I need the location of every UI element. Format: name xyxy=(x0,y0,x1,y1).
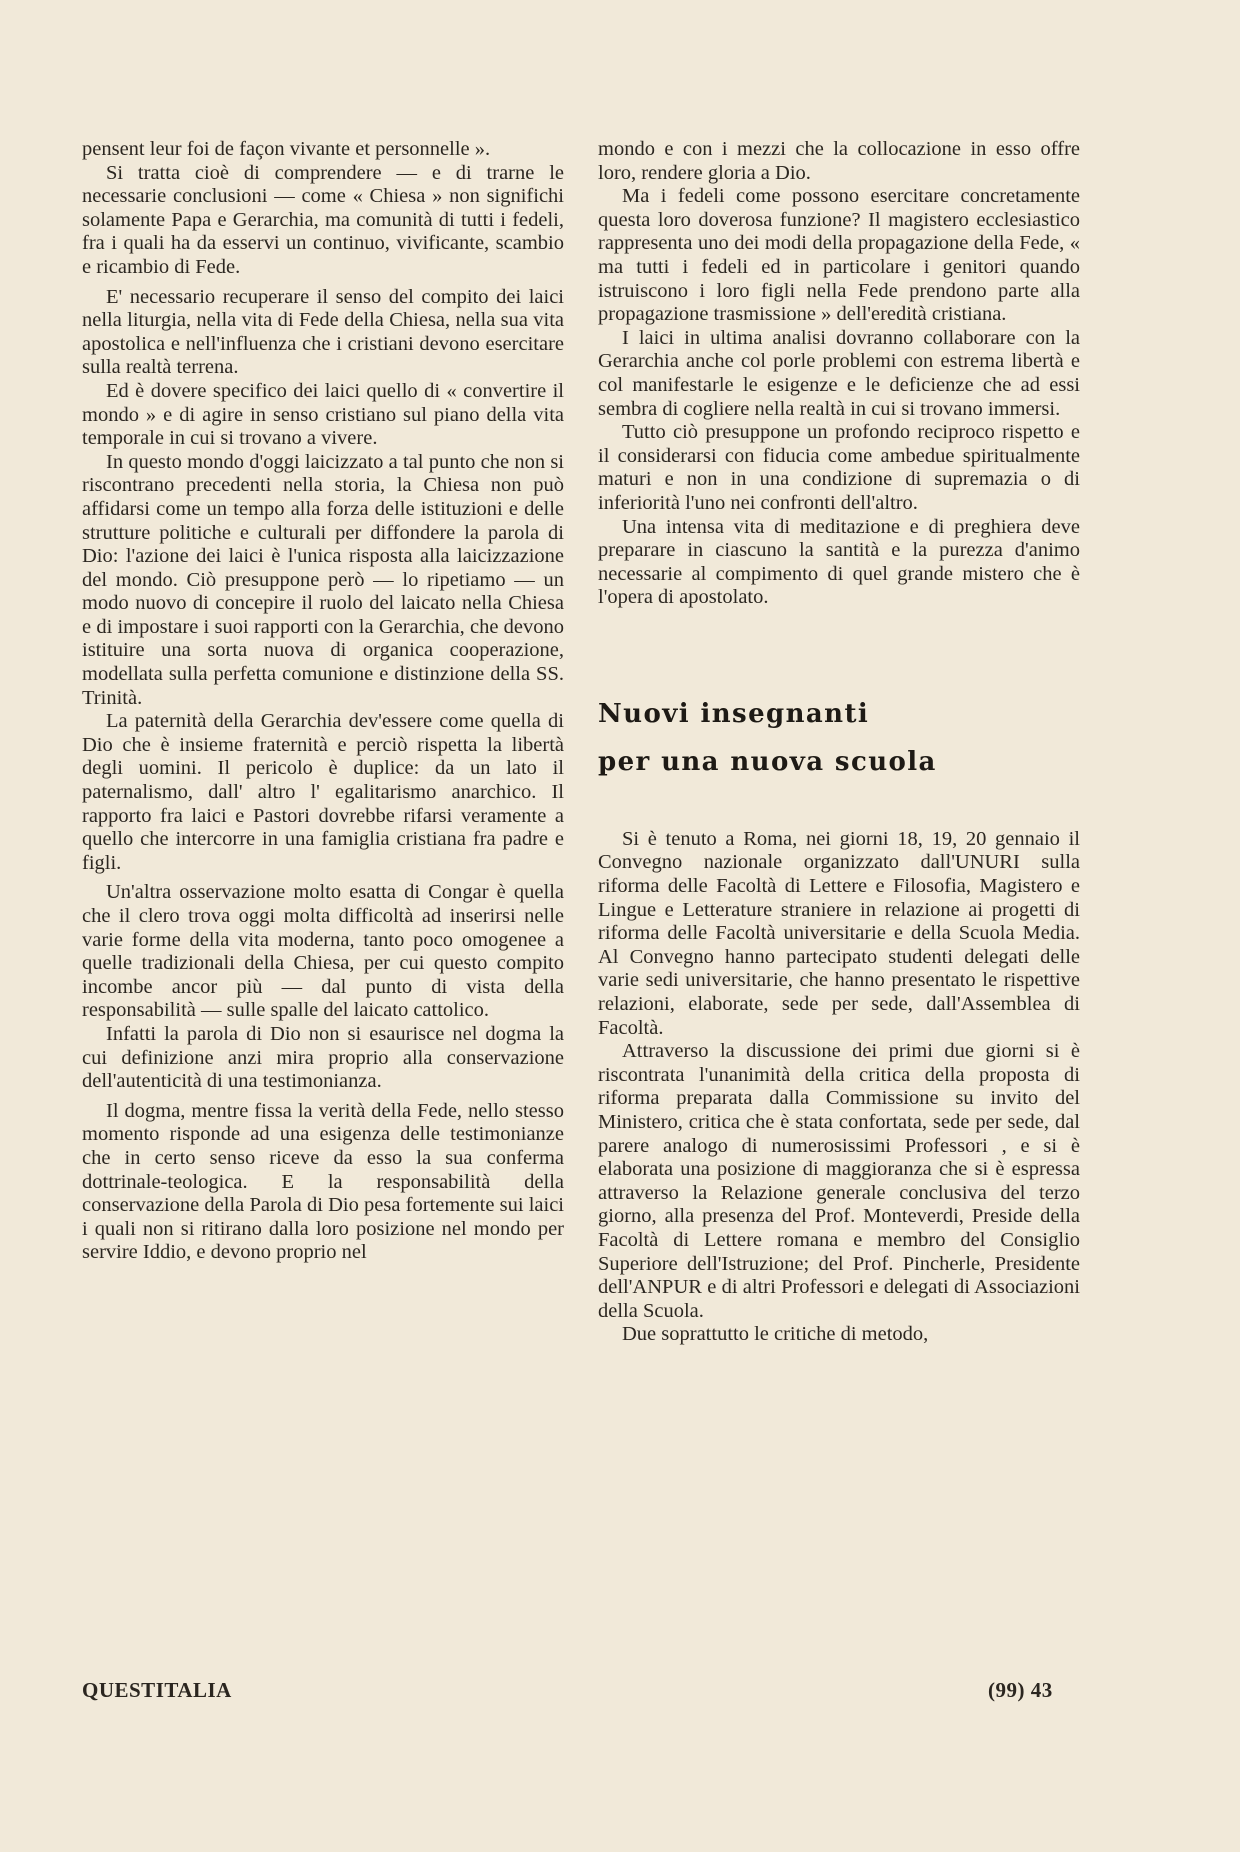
heading-line-2: per una nuova scuola xyxy=(598,746,937,777)
paragraph: Tutto ciò presuppone un profondo reciproco rispetto e il considerarsi con fiducia come ambedue spiritualmente maturi e non in una condizione di supremazia o di inferiorità l'uno nei confronti dell'altro. xyxy=(598,421,1080,514)
paragraph: La paternità della Gerarchia dev'essere come quella di Dio che è insieme fraternità e perciò rispetta la libertà degli uomini. Il pericolo è duplice: da un lato il paternalismo, dall' altro l' egalitarismo anarchico. Il rapporto fra laici e Pastori dovrebbe rifarsi veramente a quello che intercorre in una famiglia cristiana fra padre e figli. xyxy=(82,710,564,874)
paragraph: pensent leur foi de façon vivante et personnelle ». xyxy=(82,138,491,160)
paragraph: Ma i fedeli come possono esercitare concretamente questa loro doverosa funzione? Il magistero ecclesiastico rappresenta uno dei modi della propagazione della Fede, « ma tutti i fedeli ed in particolare i genitori quando istruiscono i loro figli nella Fede prendono parte alla propagazione trasmissione » dell'eredità cristiana. xyxy=(598,185,1080,326)
left-column xyxy=(82,138,564,1265)
heading-line-1: Nuovi insegnanti xyxy=(598,698,870,729)
paragraph: E' necessario recuperare il senso del compito dei laici nella liturgia, nella vita di Fede della Chiesa, nella sua vita apostolica e nell'influenza che i cristiani devono esercitare sulla realtà terrena. xyxy=(82,285,564,379)
paragraph: Il dogma, mentre fissa la verità della Fede, nello stesso momento risponde ad una esigenza delle testimonianze che in certo senso riceve da esso la sua conferma dottrinale-teologica. E la responsabilità della conservazione della Parola di Dio pesa fortemente sui laici i quali non si ritirano dalla loro posizione nel mondo per servire Iddio, e devono proprio nel xyxy=(82,1099,564,1264)
paragraph: Una intensa vita di meditazione e di preghiera deve preparare in ciascuno la santità e la purezza d'animo necessarie al compimento di quel grande mistero che è l'opera di apostolato. xyxy=(598,515,1080,609)
paragraph: Si tratta cioè di comprendere — e di trarne le necessarie conclusioni — come « Chiesa » non significhi solamente Papa e Gerarchia, ma comunità di tutti i fedeli, fra i quali ha da esservi un continuo, vivificante, scambio e ricambio di Fede. xyxy=(82,161,564,278)
paragraph: mondo e con i mezzi che la collocazione in esso offre loro, rendere gloria a Dio. xyxy=(598,138,1080,184)
paragraph: In questo mondo d'oggi laicizzato a tal punto che non si riscontrano precedenti nella storia, la Chiesa non può affidarsi come un tempo alla forza delle istituzioni e delle strutture politiche e culturali per diffondere la parola di Dio: l'azione dei laici è l'unica risposta alla laicizzazione del mondo. Ciò presuppone però — lo ripetiamo — un modo nuovo di concepire il ruolo del laicato nella Chiesa e di impostare i suoi rapporti con la Gerarchia, che devono istituire una sorta nuova di organica cooperazione, modellata sulla perfetta comunione e distinzione della SS. Trinità. xyxy=(82,450,564,709)
article-heading xyxy=(598,690,1080,786)
magazine-name: QUESTITALIA xyxy=(82,1678,232,1702)
paragraph: Due soprattutto le critiche di metodo, xyxy=(622,1323,929,1346)
paragraph: Attraverso la discussione dei primi due giorni si è riscontrata l'unanimità della critica della proposta di riforma preparata dalla Commissione su invito del Ministero, critica che è stata confortata, sede per sede, dal parere analogo di numerosissimi Professori , e si è elaborata una posizione di maggioranza che si è espressa attraverso la Relazione generale conclusiva del terzo giorno, alla presenza del Prof. Monteverdi, Preside della Facoltà di Lettere romana e membro del Consiglio Superiore dell'Istruzione; del Prof. Pincherle, Presidente dell'ANPUR e di altri Professori e delegati di Associazioni della Scuola. xyxy=(598,1040,1080,1322)
article-body xyxy=(598,828,1080,1347)
paragraph: Infatti la parola di Dio non si esaurisce nel dogma la cui definizione anzi mira proprio alla conservazione dell'autenticità di una testimonianza. xyxy=(82,1022,564,1093)
page-number: (99) 43 xyxy=(988,1678,1053,1702)
paragraph: I laici in ultima analisi dovranno collaborare con la Gerarchia anche col porle problemi con estrema libertà e col manifestarle le esigenze e le deficienze che ad essi sembra di cogliere nella realtà in cui si trovano immersi. xyxy=(598,326,1080,420)
paragraph: Un'altra osservazione molto esatta di Congar è quella che il clero trova oggi molta difficoltà ad inserirsi nelle varie forme della vita moderna, tanto poco omogenee a quelle tradizionali della Chiesa, per cui questo compito incombe ancor più — dal punto di vista della responsabilità — sulle spalle del laicato cattolico. xyxy=(82,881,564,1022)
right-column xyxy=(598,138,1080,1347)
paragraph: Ed è dovere specifico dei laici quello di « convertire il mondo » e di agire in senso cristiano sul piano della vita temporale in cui si trovano a vivere. xyxy=(82,379,564,450)
paragraph: Si è tenuto a Roma, nei giorni 18, 19, 20 gennaio il Convegno nazionale organizzato dall'UNURI sulla riforma delle Facoltà di Lettere e Filosofia, Magistero e Lingue e Letterature straniere in relazione ai progetti di riforma delle Facoltà universitarie e della Scuola Media. Al Convegno hanno partecipato studenti delegati delle varie sedi universitarie, che hanno presentato le rispettive relazioni, elaborate, sede per sede, dall'Assemblea di Facoltà. xyxy=(598,827,1080,1039)
